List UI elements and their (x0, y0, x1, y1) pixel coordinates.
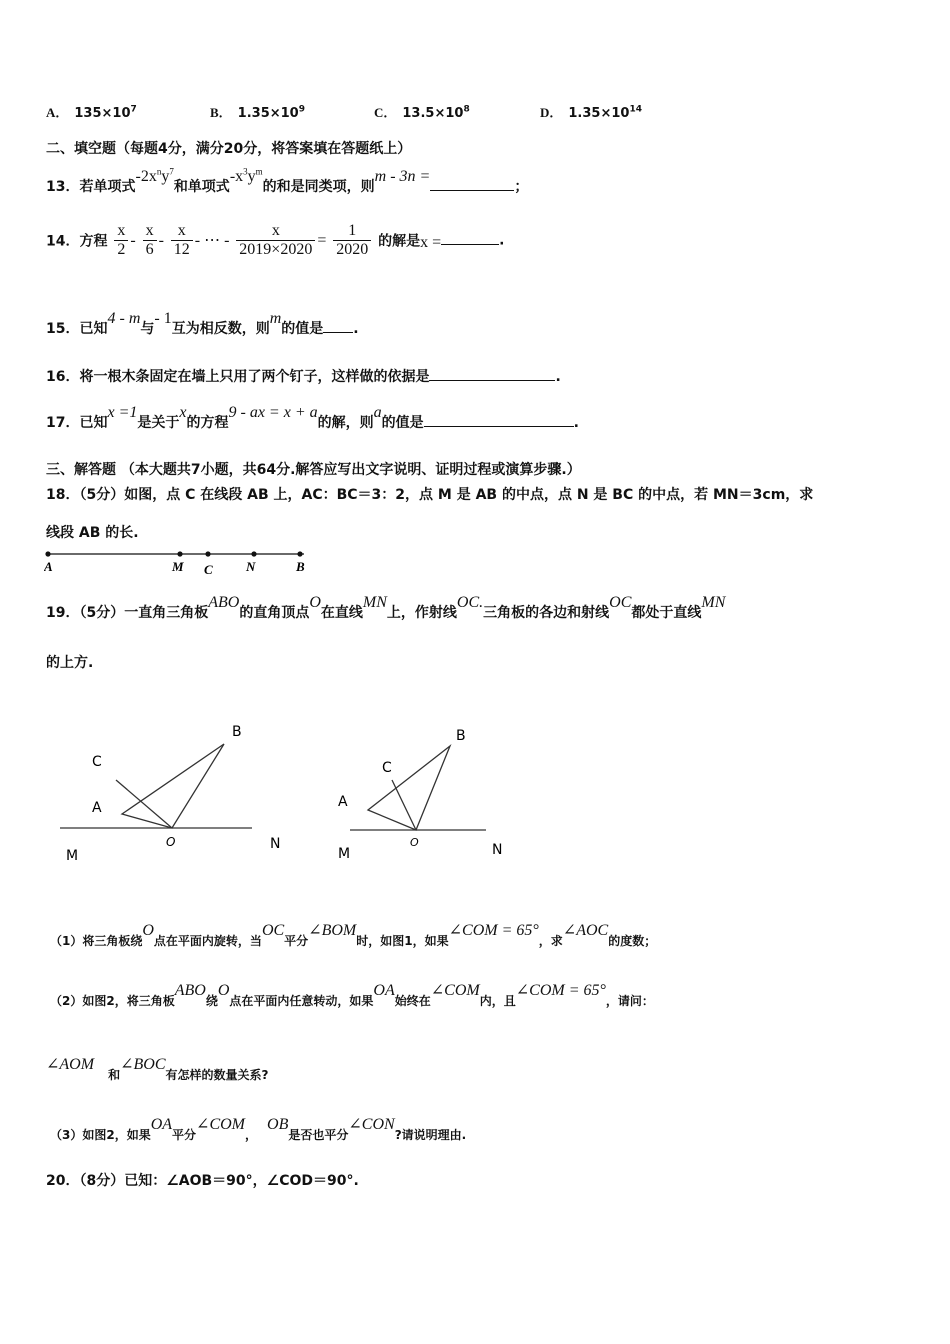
label-a: A (338, 794, 348, 810)
answer-blank-13[interactable] (430, 176, 514, 191)
question-14: 14．方程 $\frac{x}{2}$ - $\frac{x}{6}$ - $\frac{x}{12}$ - ⋯ - $\frac{x}{2019\times 2020}$ = $\frac{1}{2020}$ 的解是x = . (46, 222, 505, 258)
question-13: 13．若单项式$-2x^ny^7$和单项式$-x^3y^m$的和是同类项，则m - 3n =； (46, 166, 529, 195)
question-18-line1: 18．（5分）如图，点 C 在线段 AB 上，AC：BC＝3：2，点 M 是 AB 的中点，点 N 是 BC 的中点，若 MN＝3cm，求 (46, 487, 814, 503)
point-n-dot (251, 551, 256, 556)
label-c: C (92, 754, 102, 770)
question-17: 17．已知x =1是关于x的方程9 - ax = x + a的解，则a的值是 . (46, 404, 579, 431)
point-a-dot (45, 551, 50, 556)
label-o: O (166, 835, 176, 849)
question-19-part-1: （1）将三角板绕O点在平面内旋转，当OC平分∠BOM时，如图1，如果∠COM = 65°，求∠AOC的度数； (50, 922, 657, 948)
triangle-figure-1 (56, 716, 296, 866)
triangle-figure-2 (332, 722, 522, 862)
question-19-part-3: （3）如图2，如果OA平分∠COM，OB是否也平分∠CON?请说明理由. (50, 1116, 467, 1142)
label-n: N (492, 842, 503, 858)
label-c: C (382, 760, 392, 776)
label-b: B (232, 724, 242, 740)
question-19-line1: 19．（5分）一直角三角板ABO的直角顶点O在直线MN上，作射线OC.三角板的各边和射线OC都处于直线MN (46, 594, 726, 621)
question-19-line2: 的上方. (46, 655, 94, 671)
point-m-label: M (172, 559, 184, 574)
question-15: 15．已知4 - m与- 1互为相反数，则m的值是 . (46, 310, 359, 337)
label-m: M (338, 846, 351, 862)
option-a: A． $135\times 10^7$ (46, 104, 137, 121)
question-19-part-2: （2）如图2，将三角板ABO绕O点在平面内任意转动，如果OA始终在∠COM内，且∠COM = 65°，请问： (50, 982, 654, 1008)
answer-blank-17[interactable] (424, 412, 574, 427)
label-m: M (66, 848, 79, 864)
question-20: 20．（8分）已知：∠AOB＝90°，∠COD＝90°. (46, 1173, 359, 1189)
question-16: 16．将一根木条固定在墙上只用了两个钉子，这样做的依据是 . (46, 366, 561, 386)
point-c-dot (205, 551, 210, 556)
label-o: O (410, 836, 419, 849)
section-3-heading: 三、解答题 （本大题共7小题，共64分.解答应写出文字说明、证明过程或演算步骤.） (46, 462, 581, 478)
label-n: N (270, 836, 281, 852)
point-b-dot (297, 551, 302, 556)
section-2-heading: 二、填空题（每题4分，满分20分，将答案填在答题纸上） (46, 141, 412, 157)
answer-blank-14[interactable] (441, 230, 499, 245)
triangle-abo (122, 744, 224, 828)
question-18-line2: 线段 AB 的长. (46, 525, 139, 541)
option-b: B． $1.35\times 10^9$ (210, 104, 305, 121)
label-a: A (92, 800, 102, 816)
segment-figure (44, 546, 314, 578)
label-b: B (456, 728, 466, 744)
point-n-label: N (246, 559, 256, 574)
point-c-label: C (204, 562, 213, 577)
point-b-label: B (296, 559, 305, 574)
triangle-abo (368, 746, 450, 830)
option-c: C． $13.5\times 10^8$ (374, 104, 470, 121)
answer-blank-15[interactable] (323, 318, 353, 333)
ray-oc (392, 780, 416, 830)
answer-blank-16[interactable] (429, 366, 555, 381)
point-a-label: A (44, 559, 53, 574)
question-19-part-2-cont: ∠AOM和∠BOC有怎样的数量关系? (46, 1056, 269, 1082)
option-d: D． $1.35\times 10^{14}$ (540, 104, 642, 121)
point-m-dot (177, 551, 182, 556)
